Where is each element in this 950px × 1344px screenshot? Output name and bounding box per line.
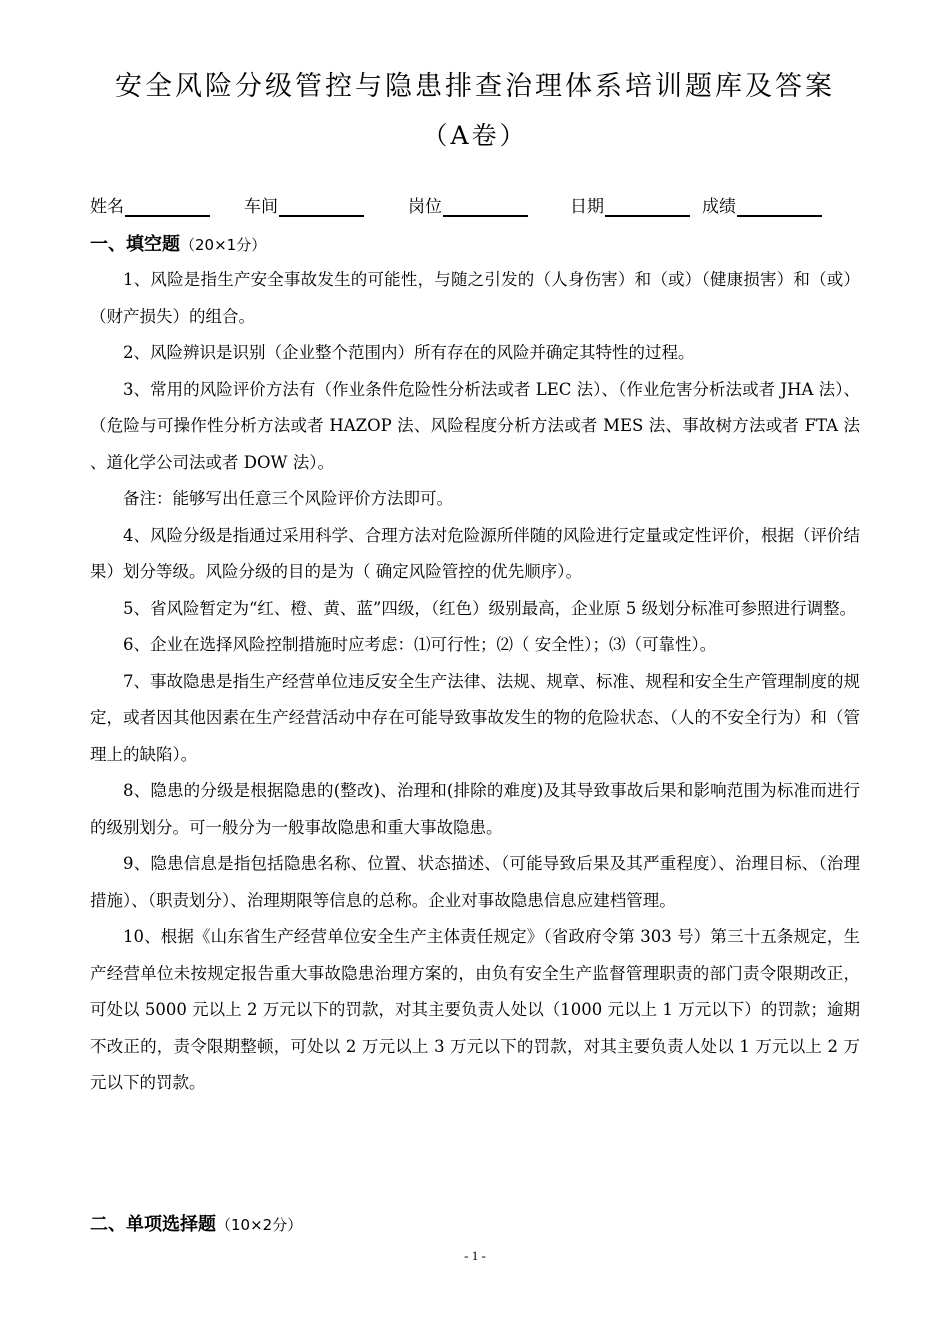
question-6: 6、企业在选择风险控制措施时应考虑：⑴可行性；⑵（ 安全性）；⑶（可靠性）。 <box>123 635 717 654</box>
section-fill-in-blank-heading <box>90 230 266 256</box>
section1-title: 一、填空题 <box>90 234 180 255</box>
question-5: 5、省风险暂定为“红、橙、黄、蓝”四级，（红色）级别最高，企业原 5 级划分标准可参照进行调整。 <box>123 598 857 618</box>
workshop-label: 车间 <box>244 197 278 217</box>
section-single-choice-heading <box>90 1210 302 1236</box>
workshop-field <box>244 192 364 217</box>
question-3-note: 备注：能够写出任意三个风险评价方法即可。 <box>123 489 453 508</box>
name-field <box>90 192 210 217</box>
page-number: - 1 - <box>464 1248 486 1263</box>
name-blank <box>125 195 210 217</box>
section2-points: （10×2分） <box>216 1216 303 1234</box>
question-4: 4、风险分级是指通过采用科学、合理方法对危险源所伴随的风险进行定量或定性评价，根据（评价结果）划分等级。风险分级的目的是为（ 确定风险管控的优先顺序）。 <box>90 525 860 581</box>
date-field <box>570 192 690 217</box>
score-blank <box>737 195 822 217</box>
question-3: 3、常用的风险评价方法有（作业条件危险性分析法或者 LEC 法）、（作业危害分析法或者 JHA 法）、（危险与可操作性分析方法或者 HAZOP 法、风险程度分析方法或者 MES 法、事故树方法或者 FTA 法 、道化学公司法或者 DOW 法）。 <box>90 379 860 472</box>
question-2: 2、风险辨识是识别（企业整个范围内）所有存在的风险并确定其特性的过程。 <box>123 343 695 362</box>
score-label: 成绩 <box>702 197 736 217</box>
question-8: 8、隐患的分级是根据隐患的(整改)、治理和(排除的难度)及其导致事故后果和影响范围为标准而进行的级别划分。可一般分为一般事故隐患和重大事故隐患。 <box>90 781 860 837</box>
question-7: 7、事故隐患是指生产经营单位违反安全生产法律、法规、规章、标准、规程和安全生产管理制度的规定，或者因其他因素在生产经营活动中存在可能导致事故发生的物的危险状态、（人的不安全行为）和（管理上的缺陷）。 <box>90 671 860 764</box>
question-list <box>90 262 860 1102</box>
post-blank <box>443 195 528 217</box>
score-field <box>702 192 822 217</box>
question-10: 10、根据《山东省生产经营单位安全生产主体责任规定》（省政府令第 303 号）第三十五条规定，生产经营单位未按规定报告重大事故隐患治理方案的，由负有安全生产监督管理职责的部门责令限期改正，可处以 5000 元以上 2 万元以下的罚款，对其主要负责人处以（1000 元以上 1 万元以下）的罚款；逾期不改正的，责令限期整顿，可处以 2 万元以上 3 万元以下的罚款，对其主要负责人处以 1 万元以上 2 万元以下的罚款。 <box>90 927 860 1092</box>
date-blank <box>605 195 690 217</box>
document-title: 安全风险分级管控与隐患排查治理体系培训题库及答案 <box>115 71 835 102</box>
document-subtitle: （A卷） <box>422 121 528 150</box>
question-9: 9、隐患信息是指包括隐患名称、位置、状态描述、（可能导致后果及其严重程度）、治理目标、（治理措施）、（职责划分）、治理期限等信息的总称。企业对事故隐患信息应建档管理。 <box>90 854 860 910</box>
question-1: 1、风险是指生产安全事故发生的可能性，与随之引发的（人身伤害）和（或）（健康损害）和（或）（财产损失）的组合。 <box>90 270 860 326</box>
section2-title: 二、单项选择题 <box>90 1214 216 1235</box>
examinee-info-row <box>90 192 850 218</box>
date-label: 日期 <box>570 197 604 217</box>
post-field <box>408 192 528 217</box>
post-label: 岗位 <box>408 197 442 217</box>
name-label: 姓名 <box>90 197 124 217</box>
section1-points: （20×1分） <box>180 236 267 254</box>
workshop-blank <box>279 195 364 217</box>
